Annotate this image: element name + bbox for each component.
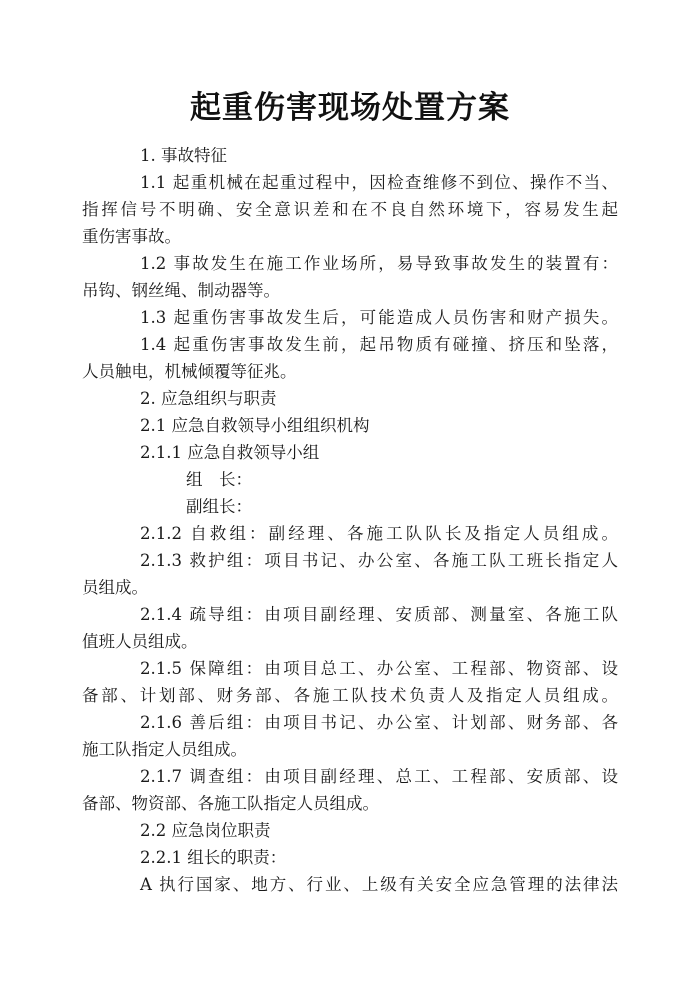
paragraph-2-1-3-line-2: 员组成。 (82, 578, 148, 597)
paragraph-1-3: 1.3 起重伤害事故发生后，可能造成人员伤害和财产损失。 (140, 308, 618, 327)
section-heading-1: 1. 事故特征 (140, 146, 227, 165)
paragraph-2-2-1-a: A 执行国家、地方、行业、上级有关安全应急管理的法律法 (140, 875, 618, 894)
section-heading-2: 2. 应急组织与职责 (140, 389, 277, 408)
paragraph-2-1-2: 2.1.2 自救组：副经理、各施工队队长及指定人员组成。 (140, 524, 618, 543)
subsection-heading-2-2: 2.2 应急岗位职责 (140, 821, 271, 840)
paragraph-2-1-5-line-2: 备部、计划部、财务部、各施工队技术负责人及指定人员组成。 (82, 686, 618, 705)
paragraph-2-1-6-line-1: 2.1.6 善后组：由项目书记、办公室、计划部、财务部、各 (140, 713, 618, 732)
subsection-heading-2-2-1: 2.2.1 组长的职责： (140, 848, 287, 867)
paragraph-2-1-6-line-2: 施工队指定人员组成。 (82, 740, 247, 759)
field-leader: 组 长： (186, 470, 252, 489)
paragraph-2-1-4-line-2: 值班人员组成。 (82, 632, 198, 651)
paragraph-1-2-line-2: 吊钩、钢丝绳、制动器等。 (82, 281, 280, 300)
field-deputy-leader: 副组长： (186, 497, 252, 516)
paragraph-2-1-3-line-1: 2.1.3 救护组：项目书记、办公室、各施工队工班长指定人 (140, 551, 618, 570)
paragraph-1-1-line-2: 指挥信号不明确、安全意识差和在不良自然环境下，容易发生起 (82, 200, 618, 219)
paragraph-1-1-line-1: 1.1 起重机械在起重过程中，因检查维修不到位、操作不当、 (140, 173, 618, 192)
paragraph-1-2-line-1: 1.2 事故发生在施工作业场所，易导致事故发生的装置有： (140, 254, 618, 273)
paragraph-1-4-line-1: 1.4 起重伤害事故发生前，起吊物质有碰撞、挤压和坠落， (140, 335, 618, 354)
paragraph-1-1-line-3: 重伤害事故。 (82, 227, 181, 246)
subsection-heading-2-1-1: 2.1.1 应急自救领导小组 (140, 443, 320, 462)
paragraph-2-1-5-line-1: 2.1.5 保障组：由项目总工、办公室、工程部、物资部、设 (140, 659, 618, 678)
paragraph-2-1-7-line-1: 2.1.7 调查组：由项目副经理、总工、工程部、安质部、设 (140, 767, 618, 786)
subsection-heading-2-1: 2.1 应急自救领导小组组织机构 (140, 416, 370, 435)
paragraph-1-4-line-2: 人员触电，机械倾覆等征兆。 (82, 362, 297, 381)
paragraph-2-1-7-line-2: 备部、物资部、各施工队指定人员组成。 (82, 794, 379, 813)
document-title: 起重伤害现场处置方案 (190, 90, 510, 126)
paragraph-2-1-4-line-1: 2.1.4 疏导组：由项目副经理、安质部、测量室、各施工队 (140, 605, 618, 624)
